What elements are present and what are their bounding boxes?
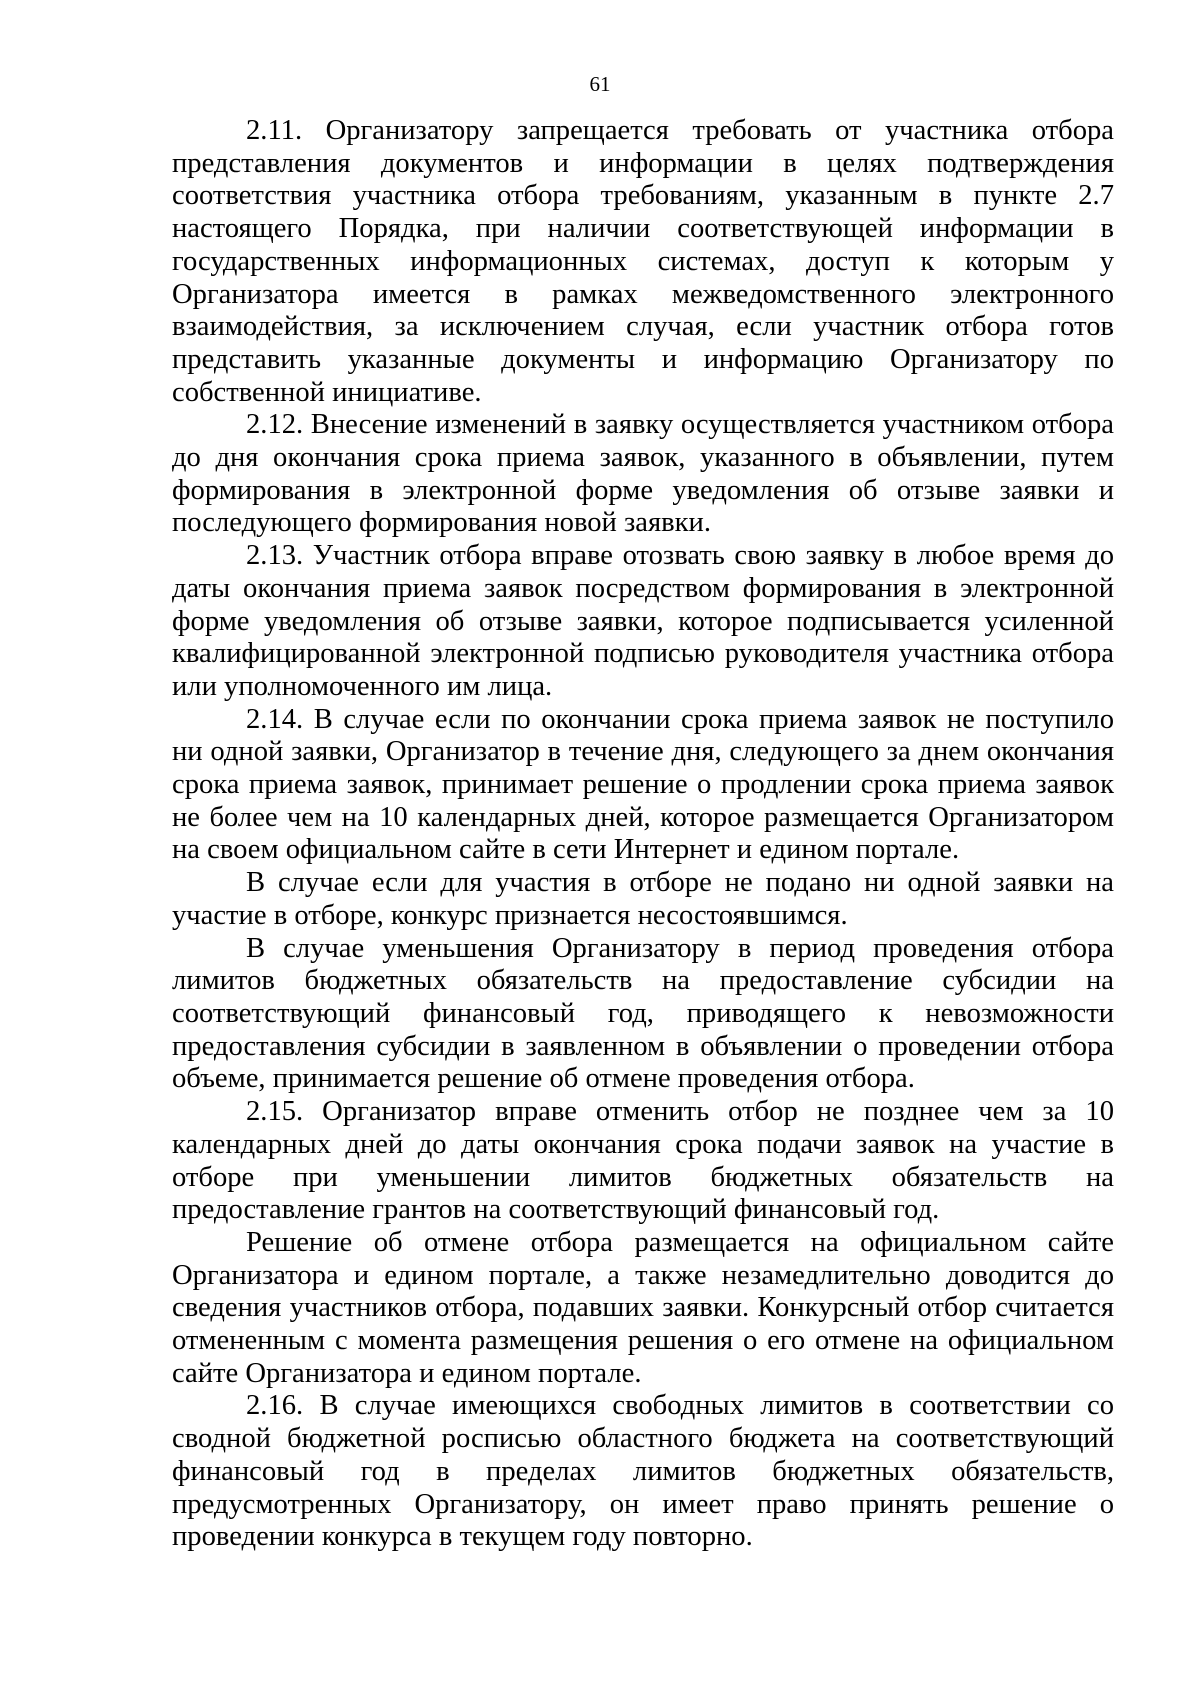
paragraph-2-12: 2.12. Внесение изменений в заявку осуществляется участником отбора до дня окончания срока приема заявок, указанного в объявлении, путем формирования в электронной форме уведомления об отзыве заявки и последующего формирования новой заявки.: [172, 409, 1114, 539]
paragraph-no-applications: В случае если для участия в отборе не подано ни одной заявки на участие в отборе, конкурс признается несостоявшимся.: [172, 867, 1114, 931]
document-body: [172, 115, 1114, 1554]
paragraph-2-11: 2.11. Организатору запрещается требовать от участника отбора представления документов и информации в целях подтверждения соответствия участника отбора требованиям, указанным в пункте 2.7 настоящего Порядка, при наличии соответствующей информации в государственных информационных системах, доступ к которым у Организатора имеется в рамках межведомственного электронного взаимодействия, за исключением случая, если участник отбора готов представить указанные документы и информацию Организатору по собственной инициативе.: [172, 115, 1114, 408]
paragraph-2-14: 2.14. В случае если по окончании срока приема заявок не поступило ни одной заявки, Организатор в течение дня, следующего за днем окончания срока приема заявок, принимает решение о продлении срока приема заявок не более чем на 10 календарных дней, которое размещается Организатором на своем официальном сайте в сети Интернет и едином портале.: [172, 703, 1114, 866]
paragraph-cancellation-decision: Решение об отмене отбора размещается на официальном сайте Организатора и едином портале, а также незамедлительно доводится до сведения участников отбора, подавших заявки. Конкурсный отбор считается отмененным с момента размещения решения о его отмене на официальном сайте Организатора и едином портале.: [172, 1226, 1114, 1389]
page-number: 61: [589, 72, 611, 96]
paragraph-2-13: 2.13. Участник отбора вправе отозвать свою заявку в любое время до даты окончания приема заявок посредством формирования в электронной форме уведомления об отзыве заявки, которое подписывается усиленной квалифицированной электронной подписью руководителя участника отбора или уполномоченного им лица.: [172, 540, 1114, 702]
paragraph-2-16: 2.16. В случае имеющихся свободных лимитов в соответствии со сводной бюджетной росписью областного бюджета на соответствующий финансовый год в пределах лимитов бюджетных обязательств, предусмотренных Организатору, он имеет право принять решение о проведении конкурса в текущем году повторно.: [172, 1390, 1114, 1553]
paragraph-2-15: 2.15. Организатор вправе отменить отбор не позднее чем за 10 календарных дней до даты окончания срока подачи заявок на участие в отборе при уменьшении лимитов бюджетных обязательств на предоставление грантов на соответствующий финансовый год.: [172, 1096, 1114, 1226]
paragraph-limits-reduction: В случае уменьшения Организатору в период проведения отбора лимитов бюджетных обязательств на предоставление субсидии на соответствующий финансовый год, приводящего к невозможности предоставления субсидии в заявленном в объявлении о проведении отбора объеме, принимается решение об отмене проведения отбора.: [172, 932, 1114, 1095]
